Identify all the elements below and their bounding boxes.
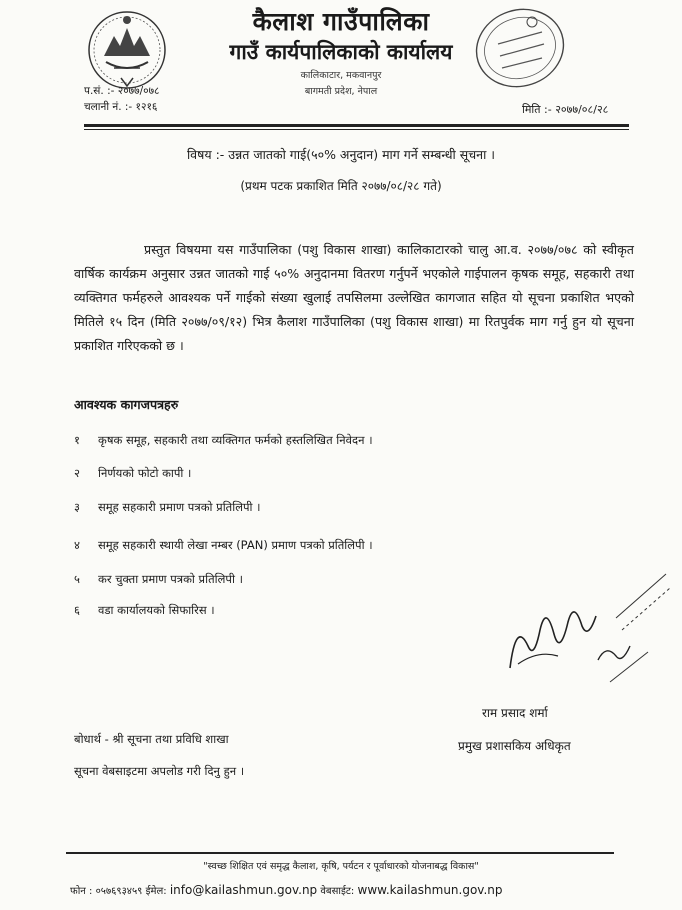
requirement-item — [74, 603, 215, 618]
requirement-item — [74, 500, 261, 515]
reference-number: प.सं. :- २०७७/०७८ — [84, 85, 160, 97]
office-subtitle: गाउँ कार्यपालिकाको कार्यालय — [229, 40, 453, 64]
item-text: समूह सहकारी स्थायी लेखा नम्बर (PAN) प्रमाण पत्रको प्रतिलिपी । — [98, 538, 373, 552]
item-number: ६ — [74, 603, 80, 617]
item-text: वडा कार्यालयको सिफारिस । — [98, 603, 215, 617]
requirement-item — [74, 572, 243, 587]
item-number: ५ — [74, 572, 80, 586]
requirement-item — [74, 433, 373, 448]
notice-body-paragraph: प्रस्तुत विषयमा यस गाउँपालिका (पशु विकास शाखा) कालिकाटारको चालु आ.व. २०७७/०७८ को स्वीकृत वार्षिक कार्यक्रम अनुसार उन्नत जातको गाई ५०% अनुदानमा वितरण गर्नुपर्ने भएकोले गाईपालन कृषक समूह, सहकारी तथा व्यक्तिगत फर्महरुले आवश्यक पर्ने गाईको संख्या खुलाई तपसिलमा उल्लेखित कागजात सहित यो सूचना प्रकाशित भएको मितिले १५ दिन (मिति २०७७/०९/१२) भित्र कैलाश गाउँपालिका (पशु विकास शाखा) मा रितपुर्वक माग गर्नु हुन यो सूचना प्रकाशित गरिएकको छ । — [74, 242, 634, 353]
header-divider-thin — [84, 129, 629, 130]
requirement-item — [74, 538, 373, 553]
requirements-heading: आवश्यक कागजपत्रहरु — [74, 397, 179, 412]
notice-subject: विषय :- उन्नत जातको गाई(५०% अनुदान) माग गर्ने सम्बन्धी सूचना । — [186, 147, 496, 162]
phone-number: फोन : ०५७६९३४५९ — [70, 886, 143, 897]
item-number: ४ — [74, 538, 80, 552]
email-label: ईमेल: — [145, 886, 167, 897]
requirement-item — [74, 466, 191, 481]
item-text: निर्णयको फोटो कापी । — [98, 466, 192, 480]
website-label: वेबसाईट: — [320, 886, 355, 897]
item-text: कृषक समूह, सहकारी तथा व्यक्तिगत फर्मको हस्तलिखित निवेदन । — [98, 433, 373, 447]
address-line-2: बागमती प्रदेश, नेपाल — [304, 86, 378, 97]
dispatch-number: चलानी नं. :- १२१६ — [84, 101, 158, 113]
header-divider — [84, 124, 629, 127]
signatory-name: राम प्रसाद शर्मा — [482, 706, 548, 720]
item-number: २ — [74, 466, 80, 480]
email-link[interactable]: info@kailashmun.gov.np — [169, 883, 318, 897]
footer-slogan: "स्वच्छ शिक्षित एवं समृद्ध कैलाश, कृषि, पर्यटन र पूर्वाधारको योजनाबद्ध विकास" — [203, 861, 479, 872]
publication-note: (प्रथम पटक प्रकाशित मिति २०७७/०८/२८ गते) — [240, 179, 442, 193]
handwritten-signature-icon — [498, 560, 674, 700]
letter-date: मिति :- २०७७/०८/२८ — [522, 103, 609, 116]
signatory-title: प्रमुख प्रशासकिय अधिकृत — [458, 739, 571, 753]
item-number: ३ — [74, 500, 80, 514]
item-text: कर चुक्ता प्रमाण पत्रको प्रतिलिपी । — [98, 572, 243, 586]
cc-instruction: सूचना वेबसाइटमा अपलोड गरी दिनु हुन । — [74, 764, 245, 778]
municipality-title: कैलाश गाउँपालिका — [252, 7, 430, 36]
item-text: समूह सहकारी प्रमाण पत्रको प्रतिलिपी । — [98, 500, 261, 514]
item-number: १ — [74, 433, 80, 447]
footer-contact — [70, 883, 503, 897]
cc-recipient: बोधार्थ - श्री सूचना तथा प्रविधि शाखा — [74, 732, 229, 746]
footer-divider — [66, 852, 614, 854]
website-link[interactable]: www.kailashmun.gov.np — [357, 883, 503, 897]
address-line-1: कालिकाटार, मकवानपुर — [300, 70, 382, 81]
